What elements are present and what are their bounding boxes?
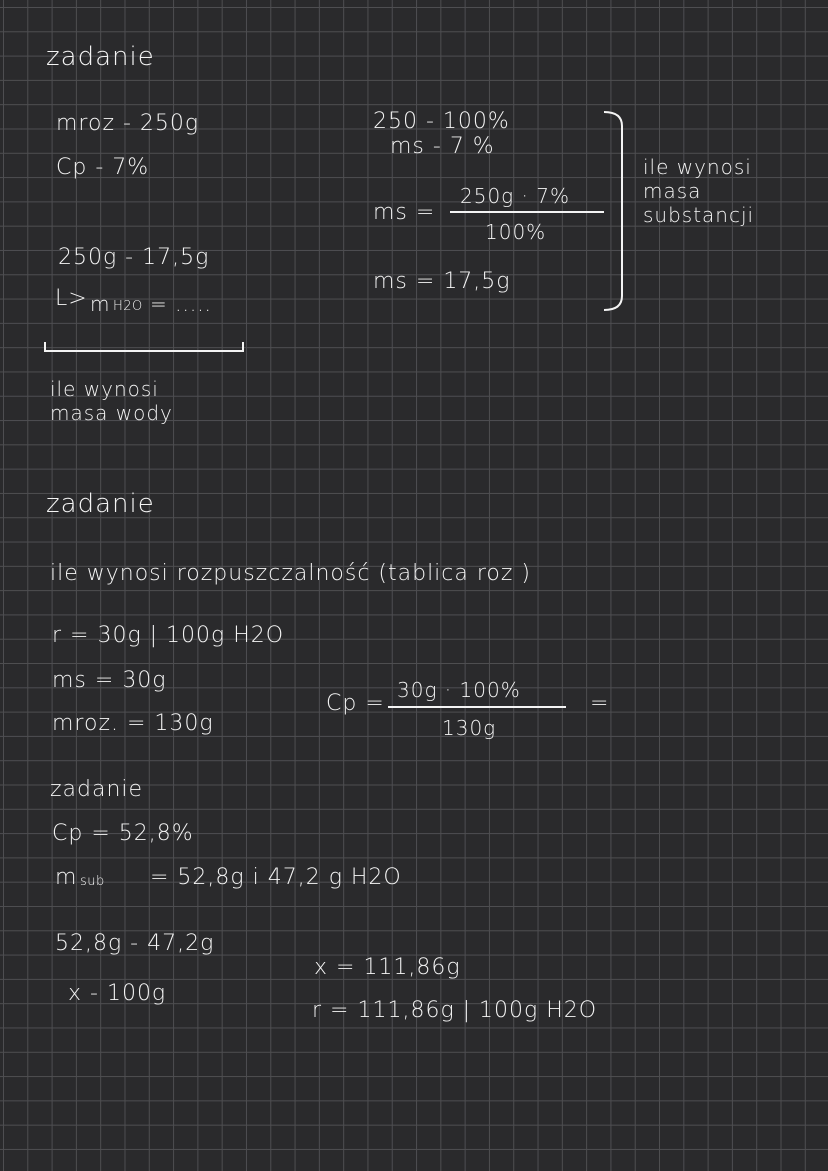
task1-fraction-denominator: 100% [485,220,547,244]
task3-x-result: x = 111,86g [314,955,461,980]
task3-msub-label: m [55,865,78,890]
task1-proportion-bottom: ms - 7 % [390,134,495,159]
task1-side-note-line2: masa [643,179,702,203]
task3-msub-value: = 52,8g i 47,2 g H2O [150,865,402,890]
task1-side-note-line3: substancji [643,203,755,227]
task3-solubility-result: r = 111,86g | 100g H2O [312,998,598,1023]
task2-question: ile wynosi rozpuszczalność (tablica roz ) [50,561,532,586]
task1-side-note-line1: ile wynosi [643,155,752,179]
task2-fraction-bar [388,706,566,708]
task1-water-mass-label: m [90,292,111,316]
task2-ms: ms = 30g [52,668,167,693]
task2-equals: = [590,691,610,716]
task1-cp: Cp - 7% [56,155,150,180]
task1-water-note-line2: masa wody [50,401,173,425]
task3-msub-subscript: sub [80,874,105,889]
task2-heading: zadanie [46,489,155,519]
task1-water-note-line1: ile wynosi [50,377,159,401]
task1-difference: 250g - 17,5g [58,245,210,270]
task3-proportion-bottom: x - 100g [68,981,167,1006]
task1-proportion-top: 250 - 100% [373,109,510,134]
task1-underline-right-tick [242,342,244,352]
task3-cp: Cp = 52,8% [52,821,194,846]
task1-fraction-bar [450,211,604,213]
task1-ms-result: ms = 17,5g [373,269,511,294]
task1-mroz: mroz - 250g [56,111,200,136]
task1-fraction-numerator: 250g · 7% [460,184,570,208]
task1-water-mass-value: = ..... [150,292,212,316]
task1-right-bracket [598,110,628,315]
task1-water-mass-subscript: H2O [113,299,143,314]
task1-heading: zadanie [46,42,155,72]
task2-fraction-numerator: 30g · 100% [397,678,521,702]
task3-proportion-top: 52,8g - 47,2g [55,931,215,956]
task2-fraction-denominator: 130g [442,716,497,740]
task3-heading: zadanie [50,777,144,802]
task1-underline-left-tick [44,342,46,352]
task2-mroz: mroz. = 130g [52,711,214,736]
task1-underline [44,350,244,352]
task1-ms-label: ms = [373,200,436,225]
task1-arrow: L> [55,286,88,311]
task2-cp-label: Cp = [326,691,385,716]
task2-solubility: r = 30g | 100g H2O [52,623,285,648]
